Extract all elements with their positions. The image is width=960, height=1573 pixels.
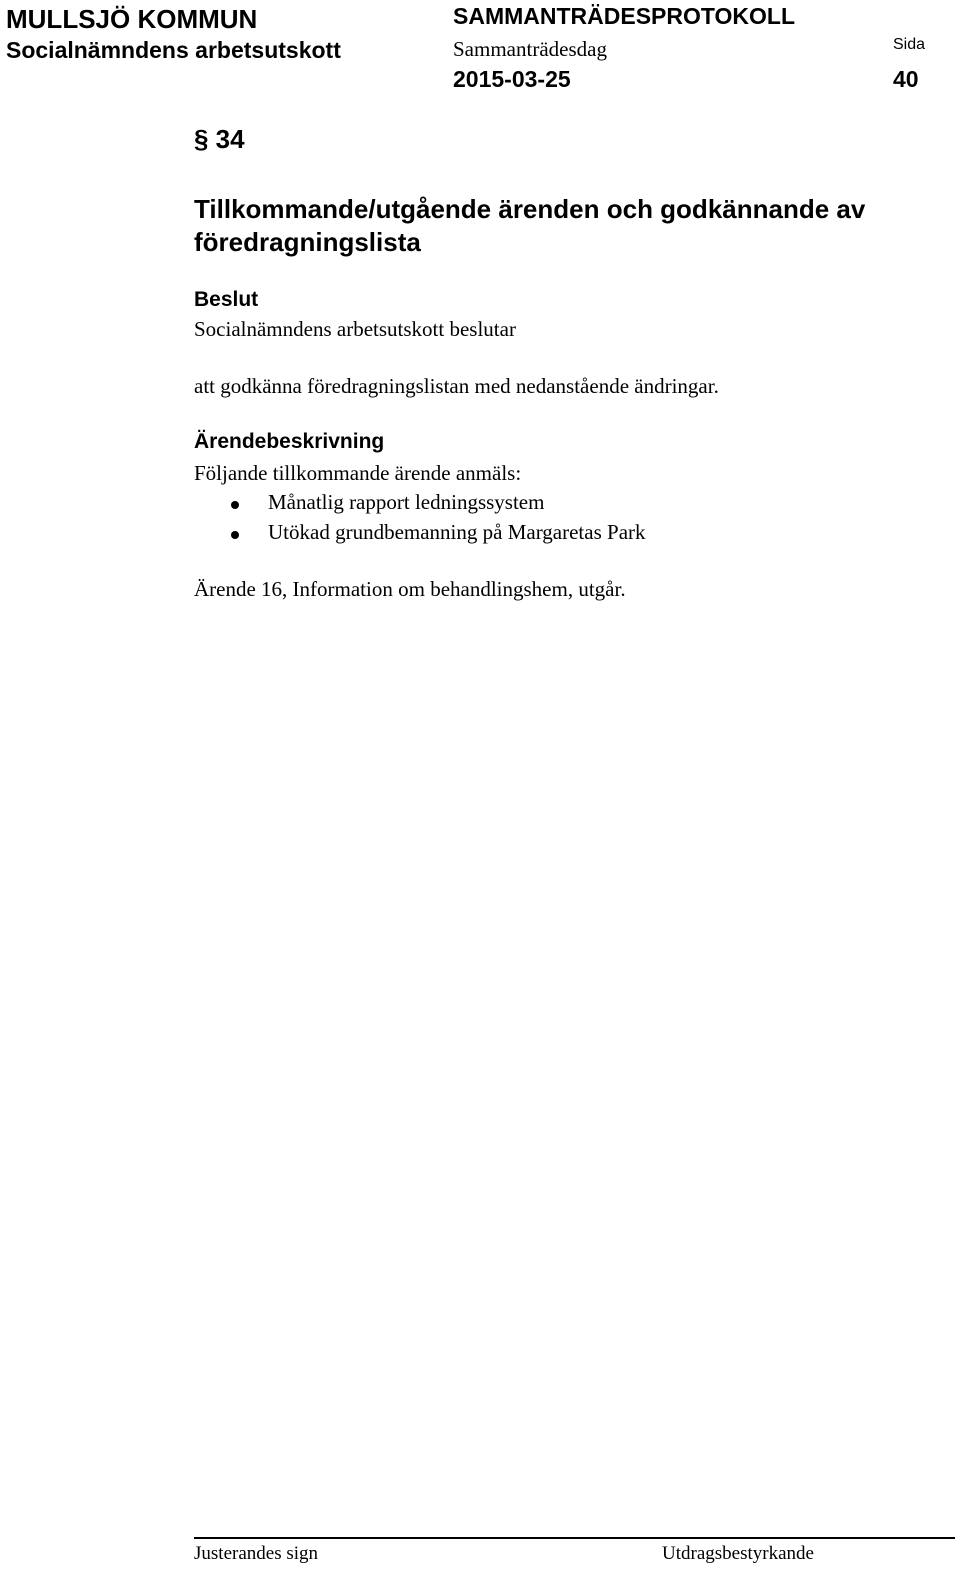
bullet-icon: [231, 531, 239, 539]
page-number: 40: [893, 66, 919, 92]
decision-heading: Beslut: [194, 288, 259, 311]
decision-text: att godkänna föredragningslistan med nedanstående ändringar.: [194, 374, 719, 398]
footer-certification-label: Utdragsbestyrkande: [662, 1543, 814, 1564]
list-item-text: Månatlig rapport ledningssystem: [268, 490, 545, 514]
removed-item-note: Ärende 16, Information om behandlingshem, utgår.: [194, 577, 626, 601]
case-description-heading: Ärendebeskrivning: [194, 430, 385, 453]
list-item-text: Utökad grundbemanning på Margaretas Park: [268, 520, 646, 544]
bullet-icon: [231, 501, 239, 509]
list-item: [194, 490, 646, 520]
decision-intro: Socialnämndens arbetsutskott beslutar: [194, 317, 516, 341]
footer-divider: [194, 1537, 955, 1539]
list-item: [194, 520, 646, 550]
meeting-date: 2015-03-25: [453, 66, 571, 92]
added-items-list: [194, 490, 646, 550]
section-title: Tillkommande/utgående ärenden och godkännande av föredragningslista: [194, 194, 866, 257]
footer-signature-label: Justerandes sign: [194, 1543, 319, 1564]
page-label: Sida: [893, 36, 926, 53]
meeting-date-label: Sammanträdesdag: [453, 37, 607, 61]
organization-name: MULLSJÖ KOMMUN: [6, 4, 258, 34]
case-description-intro: Följande tillkommande ärende anmäls:: [194, 461, 522, 485]
committee-name: Socialnämndens arbetsutskott: [6, 37, 341, 63]
document-type: SAMMANTRÄDESPROTOKOLL: [453, 3, 796, 29]
section-number: § 34: [194, 124, 245, 154]
